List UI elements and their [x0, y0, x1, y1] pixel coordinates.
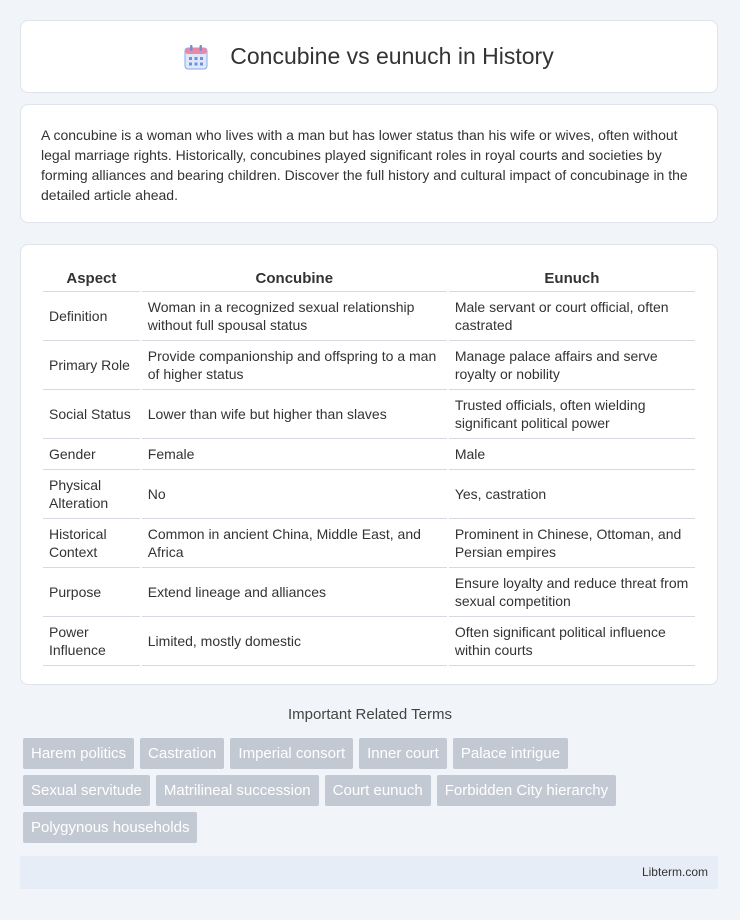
page-title: Concubine vs eunuch in History — [230, 43, 554, 69]
calendar-icon — [184, 44, 208, 70]
table-cell: Manage palace affairs and serve royalty or nobility — [449, 341, 695, 390]
related-terms-list — [23, 738, 723, 849]
tag-castration[interactable]: Castration — [140, 738, 224, 769]
table-cell: Lower than wife but higher than slaves — [142, 390, 447, 439]
comparison-table-card — [20, 244, 718, 685]
footer — [20, 856, 718, 889]
table-cell: Power Influence — [43, 617, 140, 666]
table-cell: Trusted officials, often wielding significant political power — [449, 390, 695, 439]
tag-imperial-consort[interactable]: Imperial consort — [230, 738, 353, 769]
table-row — [43, 292, 695, 341]
tag-row — [23, 812, 723, 843]
tag-row — [23, 738, 723, 769]
table-row — [43, 519, 695, 568]
table-row — [43, 439, 695, 470]
table-cell: Woman in a recognized sexual relationship without full spousal status — [142, 292, 447, 341]
table-cell: No — [142, 470, 447, 519]
intro-text: A concubine is a woman who lives with a man but has lower status than his wife or wives, often without legal marriage rights. Historically, concubines played significant roles in royal courts and societies by forming alliances and bearing children. Discover the full history and cultural impact of concubinage in the detailed article ahead. — [41, 127, 688, 203]
table-cell: Prominent in Chinese, Ottoman, and Persian empires — [449, 519, 695, 568]
tag-inner-court[interactable]: Inner court — [359, 738, 447, 769]
table-row — [43, 470, 695, 519]
table-cell: Purpose — [43, 568, 140, 617]
table-cell: Ensure loyalty and reduce threat from sexual competition — [449, 568, 695, 617]
tag-court-eunuch[interactable]: Court eunuch — [325, 775, 431, 806]
intro-card — [20, 104, 718, 223]
related-terms-title: Important Related Terms — [288, 706, 452, 723]
footer-site-link[interactable]: Libterm.com — [641, 865, 708, 879]
table-cell: Limited, mostly domestic — [142, 617, 447, 666]
table-cell: Social Status — [43, 390, 140, 439]
table-cell: Yes, castration — [449, 470, 695, 519]
table-header-row — [43, 265, 695, 292]
header-concubine: Concubine — [142, 265, 447, 292]
table-cell: Female — [142, 439, 447, 470]
table-cell: Primary Role — [43, 341, 140, 390]
table-row — [43, 617, 695, 666]
tag-polygynous-households[interactable]: Polygynous households — [23, 812, 197, 843]
table-row — [43, 390, 695, 439]
tag-row — [23, 775, 723, 806]
title-card — [20, 20, 718, 93]
table-cell: Extend lineage and alliances — [142, 568, 447, 617]
tag-harem-politics[interactable]: Harem politics — [23, 738, 134, 769]
table-cell: Historical Context — [43, 519, 140, 568]
table-cell: Common in ancient China, Middle East, and Africa — [142, 519, 447, 568]
table-cell: Definition — [43, 292, 140, 341]
tag-matrilineal-succession[interactable]: Matrilineal succession — [156, 775, 319, 806]
tag-forbidden-city-hierarchy[interactable]: Forbidden City hierarchy — [437, 775, 616, 806]
table-cell: Male — [449, 439, 695, 470]
comparison-table — [41, 265, 697, 666]
table-cell: Provide companionship and offspring to a man of higher status — [142, 341, 447, 390]
header-eunuch: Eunuch — [449, 265, 695, 292]
header-aspect: Aspect — [43, 265, 140, 292]
table-row — [43, 341, 695, 390]
tag-sexual-servitude[interactable]: Sexual servitude — [23, 775, 150, 806]
table-cell: Physical Alteration — [43, 470, 140, 519]
table-cell: Male servant or court official, often castrated — [449, 292, 695, 341]
tag-palace-intrigue[interactable]: Palace intrigue — [453, 738, 568, 769]
table-row — [43, 568, 695, 617]
table-cell: Gender — [43, 439, 140, 470]
table-cell: Often significant political influence within courts — [449, 617, 695, 666]
